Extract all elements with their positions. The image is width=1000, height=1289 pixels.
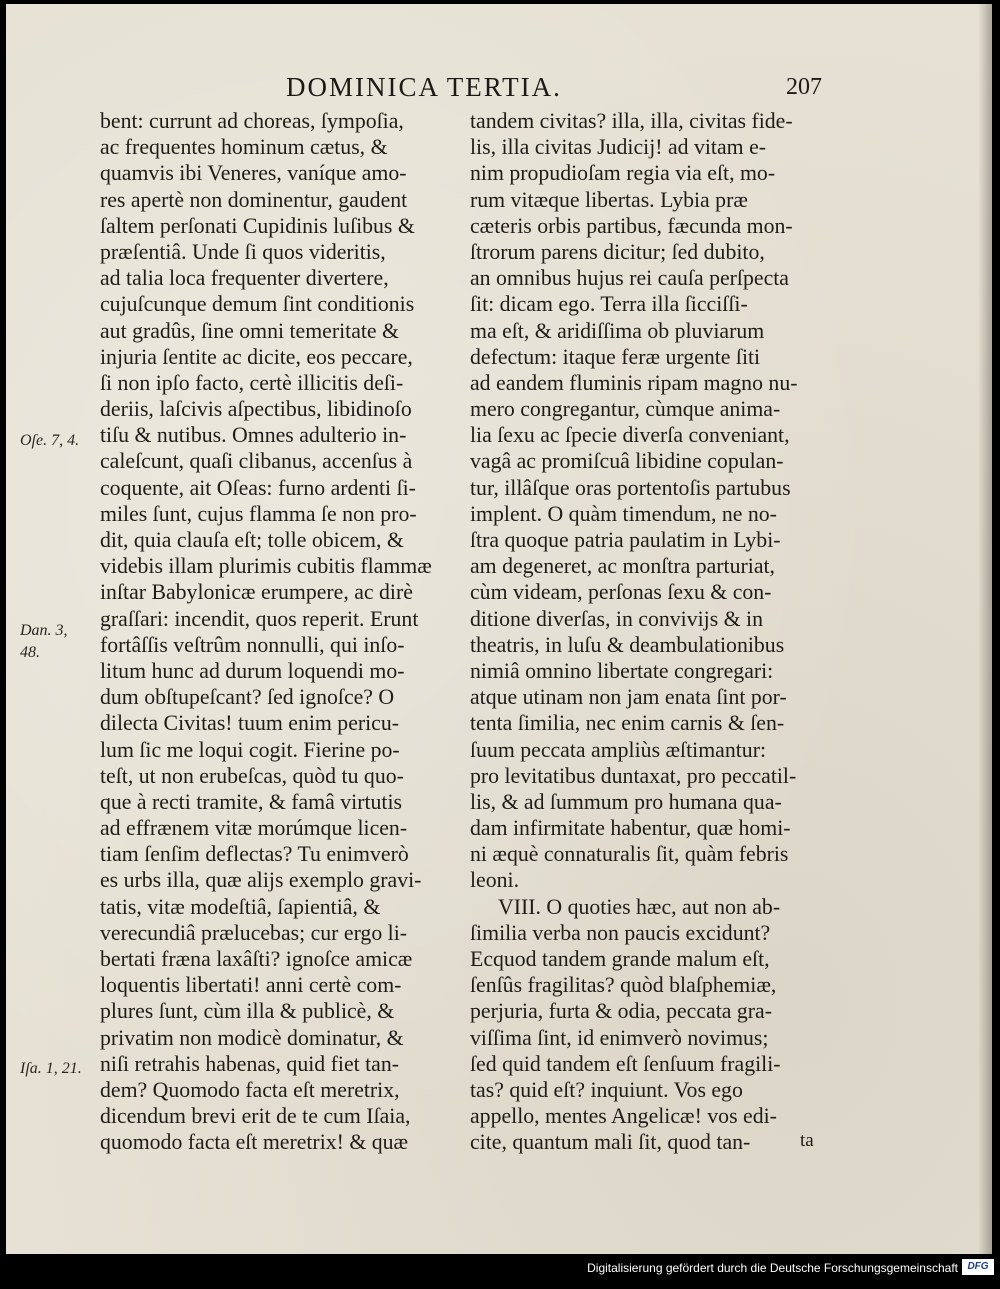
text-line: aut gradûs, ſine omni temeritate & xyxy=(100,318,400,343)
text-line: verecundiâ prælucebas; cur ergo li- xyxy=(100,920,408,945)
text-line: ſtrorum parens dicitur; ſed dubito, xyxy=(470,239,765,264)
text-line: ad effrænem vitæ morúmque licen- xyxy=(100,816,408,841)
text-line: vagâ ac promiſcuâ libidine copulan- xyxy=(470,449,784,474)
text-line: res apertè non dominentur, gaudent xyxy=(100,187,408,212)
text-line: appello, mentes Angelicæ! vos edi- xyxy=(470,1104,777,1129)
text-line: injuria ſentite ac dicite, eos peccare, xyxy=(100,344,413,369)
text-line: lum ſic me loqui cogit. Fierine po- xyxy=(100,737,400,762)
text-line: loquentis libertati! anni certè com- xyxy=(100,973,402,998)
text-line: ſaltem perſonati Cupidinis luſibus & xyxy=(100,213,415,238)
text-line: tandem civitas? illa, illa, civitas fide- xyxy=(470,109,793,133)
text-line: ditione diverſas, in convivijs & in xyxy=(470,606,764,631)
margin-note-osee: Oſe. 7, 4. xyxy=(20,432,80,449)
text-line: lia ſexu ac ſpecie diverſa conveniant, xyxy=(470,423,790,448)
text-line: mero congregantur, cùmque anima- xyxy=(470,397,781,422)
text-line: ma eſt, & aridiſſima ob pluviarum xyxy=(470,318,765,343)
text-line: graſſari: incendit, quos reperit. Erunt xyxy=(100,606,419,631)
text-line: coquente, ait Oſeas: furno ardenti ſi- xyxy=(100,475,416,500)
text-line: dam infirmitate habentur, quæ homi- xyxy=(470,816,791,841)
text-line: nimiâ omnino libertate congregari: xyxy=(470,658,774,683)
text-line: dilecta Civitas! tuum enim pericu- xyxy=(100,711,400,736)
right-text-column xyxy=(470,108,828,1156)
text-line: teſt, ut non erubeſcas, quòd tu quo- xyxy=(100,763,404,788)
text-line: an omnibus hujus rei cauſa perſpecta xyxy=(470,266,789,291)
text-line: perjuria, furta & odia, peccata gra- xyxy=(470,999,772,1024)
text-line: am degeneret, ac monſtra parturiat, xyxy=(470,554,776,579)
text-line: caleſcunt, quaſi clibanus, accenſus à xyxy=(100,449,413,474)
text-line: ac frequentes hominum cætus, & xyxy=(100,135,388,160)
text-line: tatis, vitæ modeſtiâ, ſapientiâ, & xyxy=(100,894,381,919)
text-line: plures ſunt, cùm illa & publicè, & xyxy=(100,999,395,1024)
text-line: ſuum peccata ampliùs æſtimantur: xyxy=(470,737,767,762)
text-line: inſtar Babylonicæ erumpere, ac dirè xyxy=(100,580,413,605)
margin-note-daniel-verse: 48. xyxy=(20,644,40,661)
text-line: bertati fræna laxâſti? ignoſce amicæ xyxy=(100,947,413,971)
text-line: niſi retrahis habenas, quid fiet tan- xyxy=(100,1051,400,1076)
text-line: dem? Quomodo facta eſt meretrix, xyxy=(100,1077,400,1102)
text-line: præſentiâ. Unde ſi quos videritis, xyxy=(100,239,386,264)
text-line: litum hunc ad durum loquendi mo- xyxy=(100,658,405,683)
text-line: tur, illâſque oras portentoſis partubus xyxy=(470,475,791,500)
text-line: tiam ſenſim deflectas? Tu enimverò xyxy=(100,842,409,867)
text-line: tas? quid eſt? inquiunt. Vos ego xyxy=(470,1077,743,1102)
text-line: es urbs illa, quæ alijs exemplo gravi- xyxy=(100,868,422,893)
text-line: atque utinam non jam enata ſint por- xyxy=(470,685,787,710)
page-number: 207 xyxy=(786,74,822,100)
book-page xyxy=(6,4,992,1254)
text-line: viſſima ſint, id enimverò novimus; xyxy=(470,1025,769,1050)
text-line: cujuſcunque demum ſint conditionis xyxy=(100,292,415,317)
text-line: ſit: dicam ego. Terra illa ſicciſſi- xyxy=(470,292,748,317)
text-line: fortâſſis veſtrûm nonnulli, qui inſo- xyxy=(100,632,405,657)
text-line: que à recti tramite, & famâ virtutis xyxy=(100,789,403,814)
text-line: cùm videam, perſonas ſexu & con- xyxy=(470,580,772,605)
text-line: tenta ſimilia, nec enim carnis & ſen- xyxy=(470,711,785,736)
text-line: cite, quantum mali ſit, quod tan- xyxy=(470,1130,751,1155)
text-line: bent: currunt ad choreas, ſympoſia, xyxy=(100,109,404,133)
text-line: ad talia loca frequenter divertere, xyxy=(100,266,389,291)
text-line: dit, quia clauſa eſt; tolle obicem, & xyxy=(100,528,404,552)
text-line: privatim non modicè dominatur, & xyxy=(100,1025,404,1050)
text-line: rum vitæque libertas. Lybia præ xyxy=(470,187,748,212)
text-line: dicendum brevi erit de te cum Iſaia, xyxy=(100,1104,411,1129)
text-line: theatris, in luſu & deambulationibus xyxy=(470,632,785,657)
text-line: videbis illam plurimis cubitis flammæ xyxy=(100,554,432,579)
text-line: pro levitatibus duntaxat, pro peccatil- xyxy=(470,763,797,788)
text-line: implent. O quàm timendum, ne no- xyxy=(470,501,777,526)
text-line: ad eandem fluminis ripam magno nu- xyxy=(470,370,798,395)
page-edge-shadow xyxy=(978,4,992,1254)
text-line: defectum: itaque feræ urgente ſiti xyxy=(470,344,761,369)
margin-note-daniel: Dan. 3, xyxy=(20,622,68,639)
text-line: tiſu & nutibus. Omnes adulterio in- xyxy=(100,423,407,448)
margin-note-isaia: Iſa. 1, 21. xyxy=(20,1060,82,1077)
text-line: ni æquè connaturalis ſit, quàm febris xyxy=(470,842,789,867)
text-line: ſtra quoque patria paulatim in Lybi- xyxy=(470,528,781,552)
text-line: leoni. xyxy=(470,868,520,893)
text-line: ſimilia verba non paucis excidunt? xyxy=(470,920,771,945)
text-line: ſi non ipſo facto, certè illicitis deſi- xyxy=(100,370,404,395)
text-line: quamvis ibi Veneres, vaníque amo- xyxy=(100,161,407,186)
footer-credit: Digitalisierung gefördert durch die Deutsche Forschungsgemeinschaft xyxy=(587,1261,958,1275)
text-line: deriis, laſcivis aſpectibus, libidinoſo xyxy=(100,397,412,422)
catchword: ta xyxy=(800,1130,814,1151)
text-line: miles ſunt, cujus flamma ſe non pro- xyxy=(100,501,417,526)
text-line: lis, illa civitas Judicij! ad vitam e- xyxy=(470,135,767,160)
text-line: ſenſûs fragilitas? quòd blaſphemiæ, xyxy=(470,973,777,998)
running-title: DOMINICA TERTIA. xyxy=(286,72,562,102)
dfg-logo: DFG xyxy=(962,1259,994,1275)
text-line: Ecquod tandem grande malum eſt, xyxy=(470,947,770,971)
text-line: quomodo facta eſt meretrix! & quæ xyxy=(100,1130,409,1155)
left-text-column xyxy=(100,108,460,1156)
text-line: dum obſtupeſcant? ſed ignoſce? O xyxy=(100,685,395,710)
text-line: nim propudioſam regia via eſt, mo- xyxy=(470,161,776,186)
text-line: cæteris orbis partibus, fæcunda mon- xyxy=(470,213,793,238)
text-line: VIII. O quoties hæc, aut non ab- xyxy=(498,894,781,919)
text-line: lis, & ad ſummum pro humana qua- xyxy=(470,789,782,814)
text-line: ſed quid tandem eſt ſenſuum fragili- xyxy=(470,1051,781,1076)
